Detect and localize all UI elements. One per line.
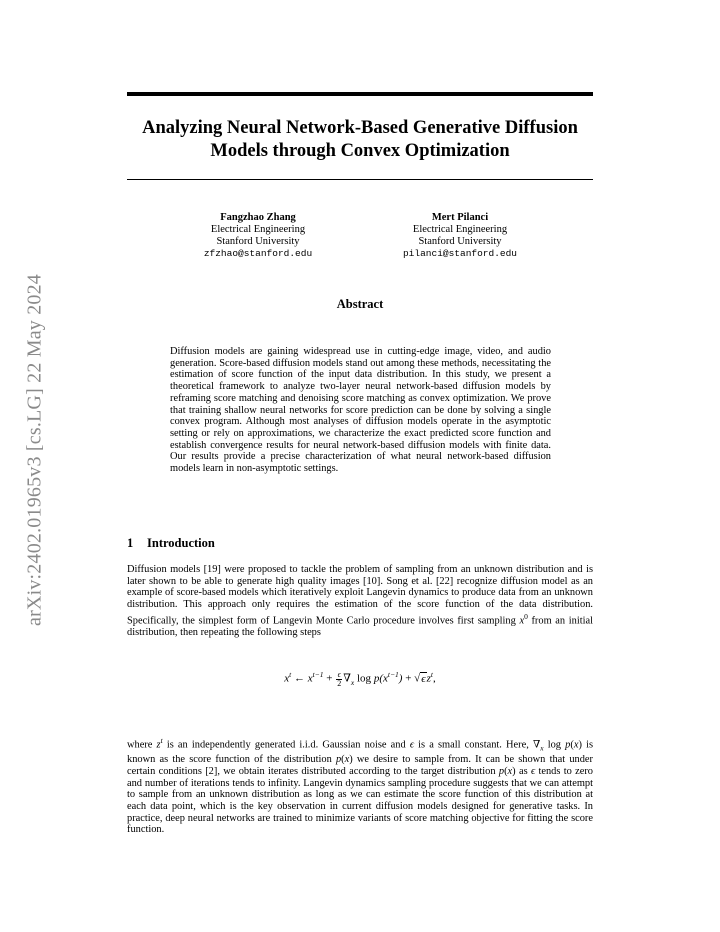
author-university: Stanford University: [418, 236, 502, 247]
author-university: Stanford University: [216, 236, 300, 247]
author-email[interactable]: zfzhao@stanford.edu: [203, 248, 313, 259]
paper-title: Analyzing Neural Network-Based Generative Diffusion Models through Convex Optimization: [142, 118, 578, 161]
langevin-update-equation: $x^t$ ← $x^{t-1}$ + $\frac{\epsilon}{2}$ $\nabla_x$ $\log p(x^{t-1}) + √\epsilon z^t$,: [284, 669, 436, 688]
intro-paragraph-2: where $z^t$ is an independently generated i.i.d. Gaussian noise and ϵ is a small constant. Here, $\nabla_x$ log p(x) is known as the score function of the distribution p(x) we desire to sample from. It can be shown that under certain conditions [2], we obtain iterates distributed according to the target distribution p(x) as ϵ tends to zero and number of iterations tends to infinity. Langevin dynamics sampling procedure suggests that we can attempt to sample from an unknown distribution as long as we can estimate the score function of this distribution at each data point, which is the key observation in current diffusion models designed for generative tasks. In practice, deep neural networks are trained to minimize variants of score matching objective for fitting the score function.: [127, 736, 594, 836]
intro-paragraph-1: Diffusion models [19] were proposed to tackle the problem of sampling from an unknown distribution and is later shown to be able to generate high quality images [10]. Song et al. [22] recognize diffusion model as an example of score-based models which iteratively exploit Langevin dynamics to produce data from an unknown distribution. This approach only requires the estimation of the score function of the data distribution. Specifically, the simplest form of Langevin Monte Carlo procedure involves first sampling $x^0$ from an initial distribution, then repeating the following steps: [127, 564, 593, 638]
author-name: Mert Pilanci: [431, 212, 489, 223]
author-block: [158, 212, 358, 260]
abstract-heading: Abstract: [336, 297, 384, 311]
author-block: [360, 212, 560, 260]
author-name: Fangzhao Zhang: [220, 212, 296, 223]
abstract-text: Diffusion models are gaining widespread use in cutting-edge image, video, and audio generation. Score-based diffusion models stand out among these methods, necessitating the estimation of score function of the input data distribution. In this study, we present a theoretical framework to analyze two-layer neural network-based diffusion models by reframing score matching and denoising score matching as convex optimization. We prove that training shallow neural networks for score prediction can be done by solving a single convex program. Although most analyses of diffusion models operate in the asymptotic setting or rely on approximations, we characterize the exact predicted score function and establish convergence results for neural network-based diffusion models with finite data. Our results provide a precise characterization of what neural network-based diffusion models learn in non-asymptotic settings.: [170, 346, 551, 475]
title-top-rule: [127, 92, 593, 96]
author-department: Electrical Engineering: [210, 224, 306, 235]
title-bottom-rule: [127, 179, 593, 180]
section-title: Introduction: [147, 536, 215, 550]
author-department: Electrical Engineering: [412, 224, 508, 235]
section-heading: [127, 536, 215, 551]
author-email[interactable]: pilanci@stanford.edu: [402, 248, 518, 259]
section-number: 1: [127, 536, 134, 550]
arxiv-identifier-stamp: [20, 240, 50, 660]
arxiv-identifier-text: arXiv:2402.01965v3 [cs.LG] 22 May 2024: [23, 274, 46, 626]
